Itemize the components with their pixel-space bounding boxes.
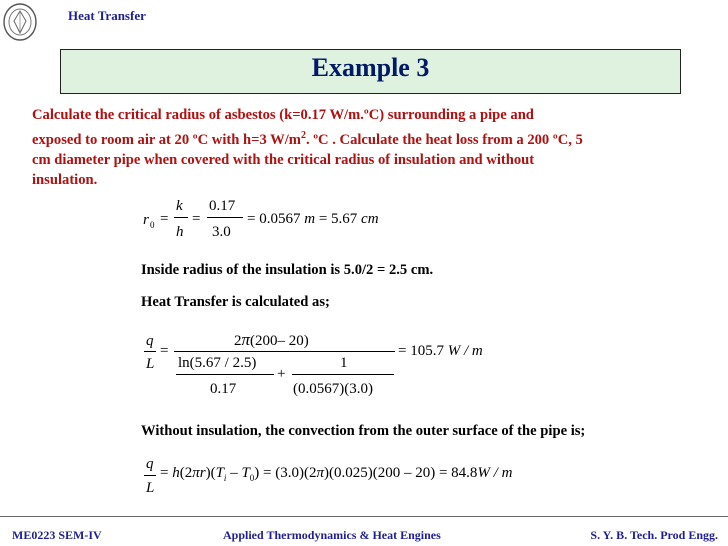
eq2-pi: π xyxy=(241,330,251,349)
eq1-unit-cm: cm xyxy=(361,211,379,227)
eq1-frac2-bar xyxy=(207,217,243,218)
problem-line-2 xyxy=(32,126,722,150)
problem-line-2b: . ºC . Calculate the heat loss from a 200 ºC, 5 xyxy=(305,131,583,148)
eq1-equals-2: = xyxy=(192,211,201,227)
eq2-unit: W / m xyxy=(447,343,483,359)
slide-title: Example 3 xyxy=(311,53,430,82)
problem-line-3: cm diameter pipe when covered with the critical radius of insulation and without xyxy=(32,151,535,168)
eq1-rhs xyxy=(247,211,379,228)
problem-statement xyxy=(32,105,722,191)
eq2-equals: = xyxy=(160,343,169,359)
eq3-qL-bar xyxy=(144,475,156,476)
eq3-values: ) = (3.0)(2 xyxy=(254,465,317,481)
eq3-minus: – xyxy=(226,465,242,481)
eq2-num-temps: (200– 20) xyxy=(250,333,309,349)
eq2-k-value: 0.17 xyxy=(210,381,237,397)
eq3-q: q xyxy=(146,456,154,472)
eq1-h-value: 3.0 xyxy=(212,224,231,240)
eq1-r-sub: 0 xyxy=(150,220,155,230)
eq3-body xyxy=(160,465,512,483)
problem-line-4: insulation. xyxy=(32,172,98,189)
eq3-r: r xyxy=(199,465,206,481)
problem-line-2-sup: 2 xyxy=(300,129,306,141)
inside-radius-text: Inside radius of the insulation is 5.0/2 = 2.5 cm. xyxy=(141,262,434,278)
problem-line-2a: exposed to room air at 20 ºC with h=3 W/m xyxy=(32,131,301,148)
eq1-r: r xyxy=(143,212,149,228)
footer-divider xyxy=(0,516,728,517)
eq2-qL-bar xyxy=(144,351,156,352)
eq1-rhs-value: = 0.0567 xyxy=(247,211,305,227)
eq2-numerator xyxy=(234,330,309,350)
course-header: Heat Transfer xyxy=(68,8,146,23)
without-insulation-text: Without insulation, the convection from the outer surface of the pipe is; xyxy=(141,423,586,439)
eq3-T0-sub: 0 xyxy=(249,473,255,483)
eq2-L: L xyxy=(146,356,155,372)
eq3-h: h xyxy=(172,465,180,481)
eq2-one: 1 xyxy=(340,355,348,371)
eq1-k: k xyxy=(176,198,183,214)
eq3-pi-2: π xyxy=(316,465,324,481)
eq2-plus: + xyxy=(277,366,286,382)
eq3-open: (2 xyxy=(179,465,193,481)
university-seal-logo xyxy=(2,2,38,42)
eq1-h: h xyxy=(176,224,184,240)
eq2-main-bar xyxy=(174,351,395,352)
eq3-values-2: )(0.025)(200 – 20) = 84.8 xyxy=(324,465,478,481)
eq1-unit-m: m xyxy=(304,211,316,227)
eq2-ln-term: ln(5.67 / 2.5) xyxy=(178,355,257,371)
eq2-num-2: 2 xyxy=(234,333,242,349)
eq2-conv-den: (0.0567)(3.0) xyxy=(293,381,373,397)
eq2-conv-bar xyxy=(292,374,394,375)
eq2-q: q xyxy=(146,333,154,349)
eq3-T0: T xyxy=(241,465,250,481)
eq1-rhs-2: = 5.67 xyxy=(315,211,362,227)
eq3-unit: W / m xyxy=(477,465,513,481)
eq2-ln-bar xyxy=(176,374,274,375)
eq3-pi: π xyxy=(192,465,200,481)
eq3-Ti-sub: i xyxy=(223,473,227,483)
eq3-mid: )( xyxy=(205,465,216,481)
eq3-Ti: T xyxy=(215,465,224,481)
heat-transfer-intro: Heat Transfer is calculated as; xyxy=(141,294,330,310)
eq1-k-value: 0.17 xyxy=(209,198,236,214)
eq3-L: L xyxy=(146,480,155,496)
footer-center: Applied Thermodynamics & Heat Engines xyxy=(223,528,441,542)
footer-left: ME0223 SEM-IV xyxy=(12,528,102,542)
eq3-eq: = xyxy=(160,465,173,481)
eq1-equals: = xyxy=(160,211,169,227)
eq1-frac1-bar xyxy=(174,217,188,218)
eq2-rhs xyxy=(398,343,483,360)
footer-right: S. Y. B. Tech. Prod Engg. xyxy=(590,528,718,542)
eq2-rhs-value: = 105.7 xyxy=(398,343,448,359)
problem-line-1: Calculate the critical radius of asbestos (k=0.17 W/m.ºC) surrounding a pipe and xyxy=(32,107,534,123)
